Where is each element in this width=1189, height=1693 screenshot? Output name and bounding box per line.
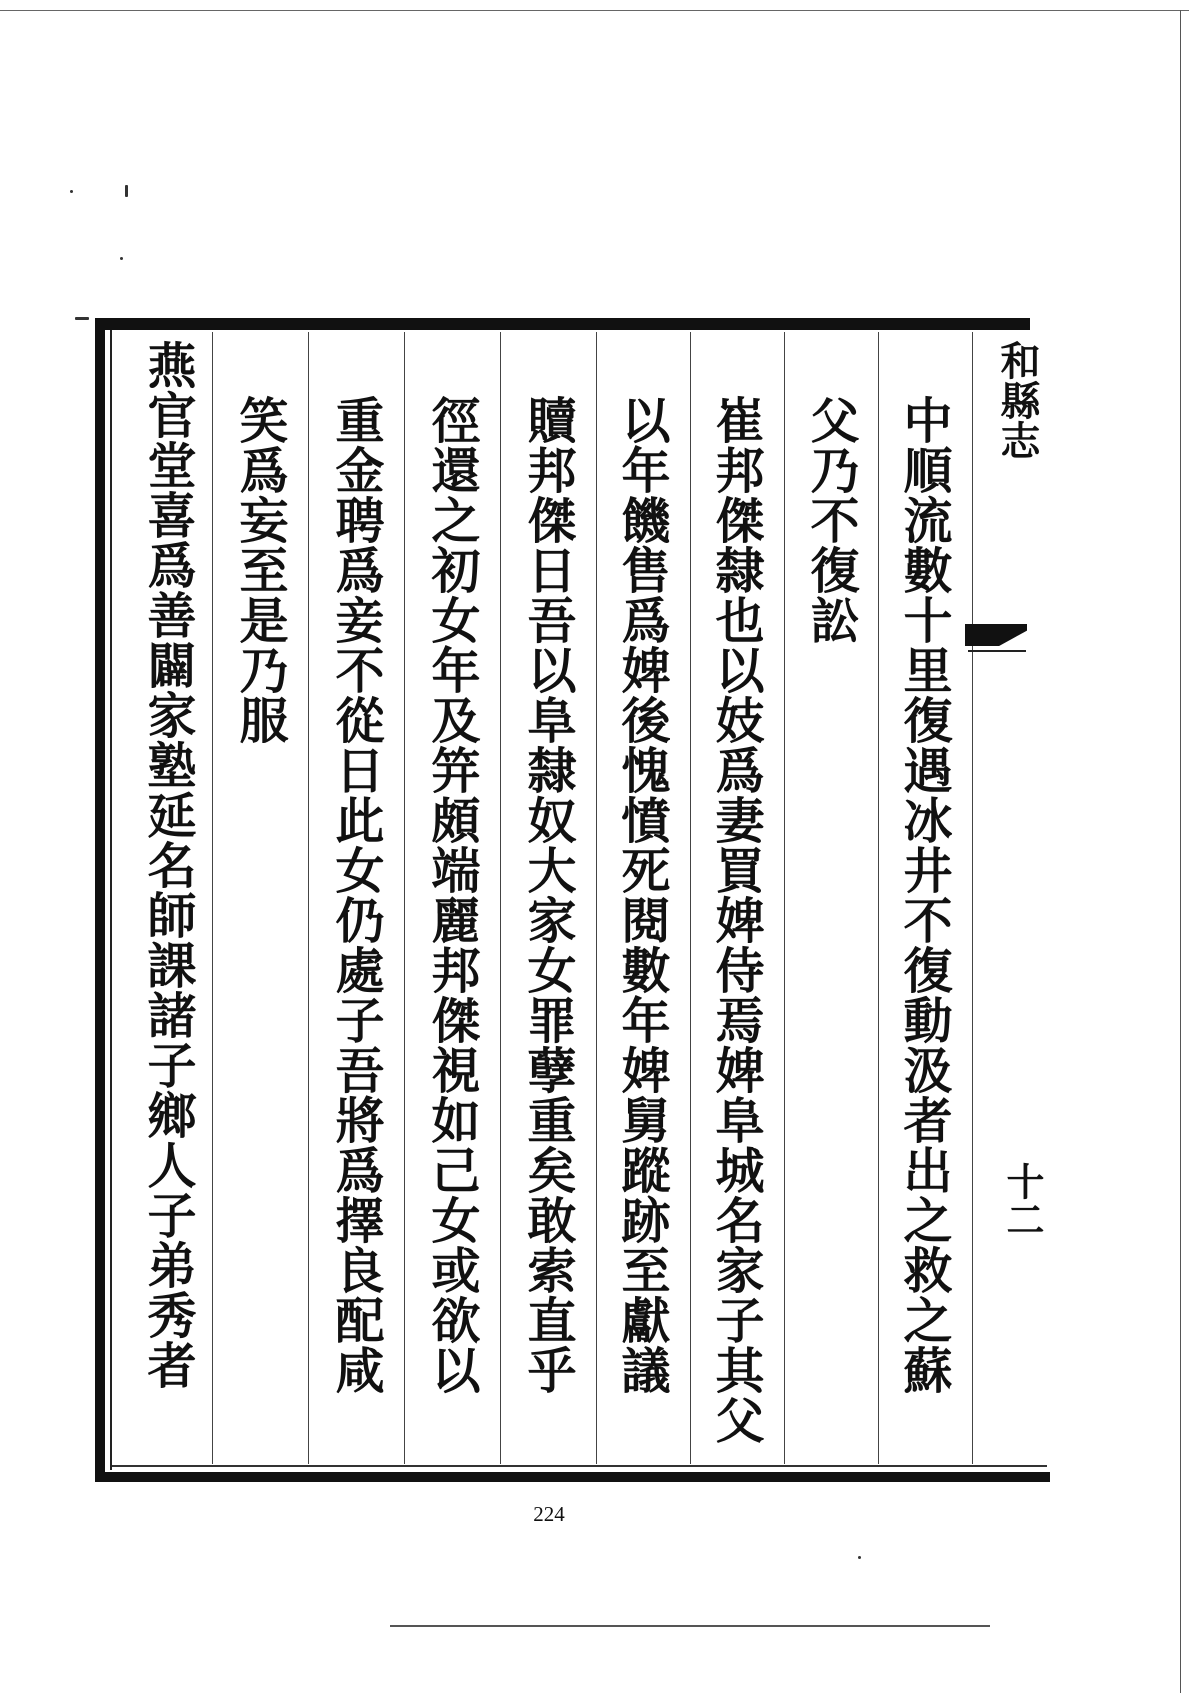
page-number: 224 — [533, 1502, 565, 1526]
fish-tail-rule — [968, 650, 1026, 652]
frame-bottom-inner-border — [112, 1465, 1047, 1467]
text-column: 父乃不復訟 — [803, 395, 861, 645]
scan-speck — [858, 1556, 861, 1559]
text-column: 以年饑售爲婢後愧憤死閱數年婢舅蹤跡至獻議 — [614, 395, 672, 1395]
scan-speck — [70, 190, 73, 193]
text-column: 贖邦傑日吾以阜隸奴大家女罪孽重矣敢索直乎 — [520, 395, 578, 1395]
text-column: 燕官堂喜爲善闢家塾延名師課諸子鄉人子弟秀者 — [140, 340, 198, 1390]
column-rule — [500, 332, 501, 1464]
frame-left-inner-border — [110, 330, 112, 1470]
column-rule — [596, 332, 597, 1464]
column-rule — [690, 332, 691, 1464]
text-column: 中順流數十里復遇冰井不復動汲者出之救之蘇 — [896, 395, 954, 1395]
scan-speck — [125, 185, 128, 197]
column-rule — [878, 332, 879, 1464]
text-column: 重金聘爲妾不從日此女仍處子吾將爲擇良配咸 — [328, 395, 386, 1395]
scan-speck — [75, 317, 89, 320]
fish-tail-ornament — [965, 624, 1027, 646]
text-column: 崔邦傑隸也以妓爲妻買婢侍焉婢阜城名家子其父 — [708, 395, 766, 1445]
bottom-scan-rule — [390, 1625, 990, 1627]
scan-speck — [120, 257, 123, 260]
header-title: 和縣志 — [994, 340, 1041, 460]
frame-bottom-border — [95, 1472, 1050, 1482]
header-rule — [972, 332, 973, 1464]
header-leaf-number: 十二 — [1000, 1162, 1045, 1238]
column-rule — [404, 332, 405, 1464]
column-rule — [212, 332, 213, 1464]
text-column: 笑爲妄至是乃服 — [232, 395, 290, 745]
frame-top-border — [95, 318, 1030, 330]
right-scan-rule — [1180, 10, 1181, 1693]
column-rule — [784, 332, 785, 1464]
frame-left-border — [95, 318, 105, 1476]
top-scan-rule — [0, 10, 1189, 11]
column-rule — [308, 332, 309, 1464]
text-column: 徑還之初女年及笄頗端麗邦傑視如己女或欲以 — [424, 395, 482, 1395]
